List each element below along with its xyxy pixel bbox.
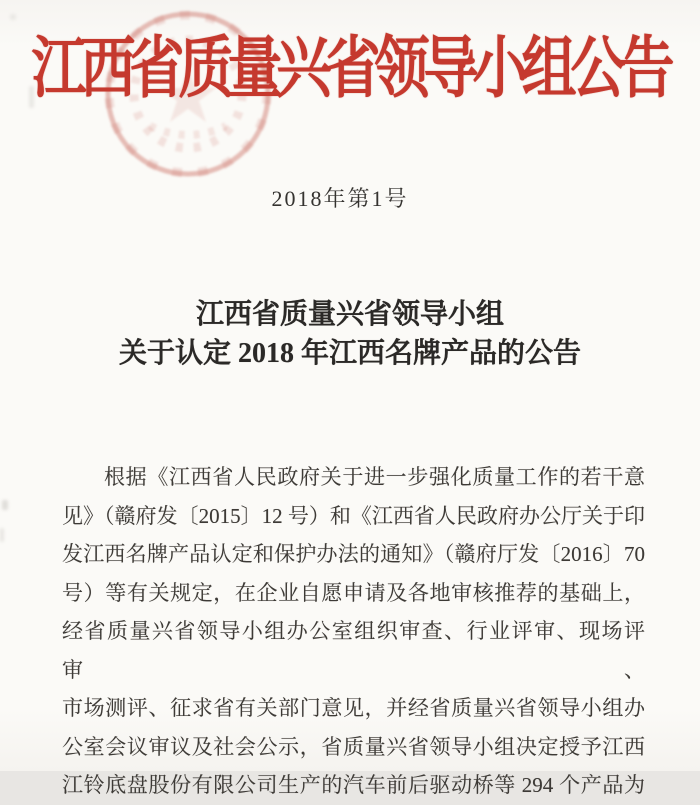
scan-smudge <box>2 500 8 510</box>
body-line: 根据《江西省人民政府关于进一步强化质量工作的若干意 <box>104 465 645 489</box>
body-line: 见》（赣府发〔2015〕12 号）和《江西省人民政府办公厅关于印 <box>62 503 645 528</box>
body-line: 发江西名牌产品认定和保护办法的通知》（赣府厅发〔2016〕70 <box>62 542 645 566</box>
scan-smudge <box>0 528 4 542</box>
body-paragraph <box>62 458 645 805</box>
announcement-title-line1: 江西省质量兴省领导小组 <box>195 299 504 330</box>
issue-number: 2018年第1号 <box>271 186 409 211</box>
announcement-title <box>0 295 700 373</box>
body-line: 市场测评、征求省有关部门意见，并经省质量兴省领导小组办 <box>62 696 645 720</box>
body-line: 公室会议审议及社会公示，省质量兴省领导小组决定授予江西 <box>62 734 645 759</box>
body-line: 江铃底盘股份有限公司生产的汽车前后驱动桥等 294 个产品为 <box>62 773 645 797</box>
masthead-title: 江西省质量兴省领导小组公告 <box>31 31 669 106</box>
body-line: 号）等有关规定，在企业自愿申请及各地审核推荐的基础上， <box>62 580 645 605</box>
announcement-title-line2: 关于认定 2018 年江西名牌产品的公告 <box>118 338 581 369</box>
body-line: 经省质量兴省领导小组办公室组织审查、行业评审、现场评审、 <box>62 619 645 682</box>
